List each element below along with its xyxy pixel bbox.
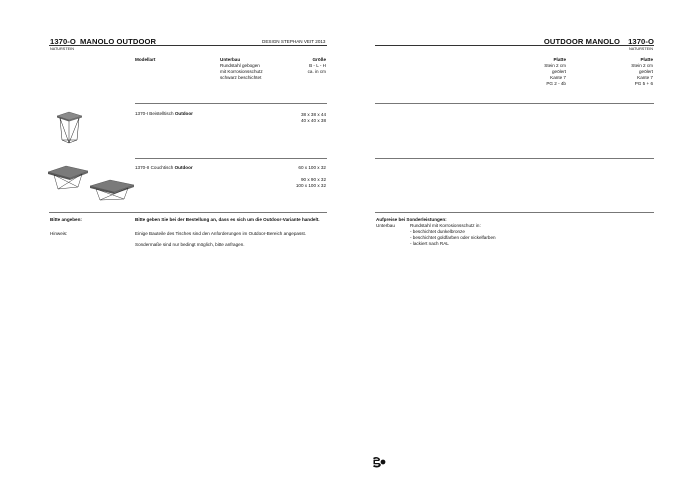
product-code-right: 1370-O	[628, 37, 654, 46]
product-2-size-3: 100 x 100 x 32	[295, 183, 326, 188]
aufpreis-line-4: - lackiert nach RAL	[410, 241, 449, 246]
category-left: NATURSTEIN	[50, 46, 74, 51]
platte-2-line-1: Stein 2 cm	[631, 63, 653, 68]
brand-logo-icon	[372, 456, 386, 468]
aufpreis-line-1: Rundstahl mit Korrosionsschutz in:	[410, 223, 481, 228]
header-rule-left	[49, 45, 327, 46]
size-desc-1: B - L - H	[309, 63, 326, 68]
row-divider-3	[49, 212, 327, 213]
product-code-left: 1370-O	[50, 37, 76, 46]
designer-credit: DESIGN STEPHAN VEIT 2013	[262, 39, 326, 44]
platte-1-line-1: Stein 2 cm	[544, 63, 566, 68]
hinweis-line-2: Sondermaße sind nur bedingt möglich, bitte anfragen.	[135, 242, 245, 247]
row-divider-1	[135, 103, 327, 104]
bitte-label: Bitte angeben:	[50, 217, 82, 222]
product-title-right: OUTDOOR MANOLO	[543, 37, 620, 46]
platte-header-1: Platte	[553, 57, 566, 62]
platte-1-line-2: geölert	[551, 69, 566, 74]
bitte-text: Bitte geben Sie bei der Bestellung an, dass es sich um die Outdoor-Variante handelt.	[135, 217, 320, 222]
row-divider-right-1	[375, 103, 654, 104]
product-1-size-1: 38 x 38 x 44	[300, 112, 326, 117]
row-divider-right-3	[375, 212, 654, 213]
header-modellart: Modellart	[135, 57, 156, 62]
row-divider-right-2	[375, 158, 654, 159]
header-groesse: Größe	[312, 57, 326, 62]
category-right: NATURSTEIN	[629, 46, 653, 51]
product-1-label: 1370-I Beistelltisch	[135, 111, 174, 116]
platte-1-line-3: Kante 7	[550, 75, 566, 80]
product-title-left: MANOLO OUTDOOR	[80, 37, 157, 46]
product-2-label: 1370-II Couchtisch	[135, 165, 174, 170]
product-1-outdoor: Outdoor	[174, 111, 193, 116]
hinweis-line-1: Einige Bauteile des Tisches sind den Anforderungen im Outdoor-Bereich angepasst.	[135, 231, 307, 236]
hinweis-label: Hinweis:	[50, 231, 68, 236]
base-desc-3: schwarz beschichtet	[220, 75, 262, 80]
aufpreis-line-2: - beschichtet dunkelbronze	[410, 229, 465, 234]
platte-2-line-3: Kante 7	[637, 75, 653, 80]
platte-header-2: Platte	[640, 57, 653, 62]
product-2-size-2: 90 x 90 x 32	[300, 177, 326, 182]
unterbau-label: Unterbau	[376, 223, 395, 228]
base-desc-2: mit Korrosionsschutz	[220, 69, 263, 74]
aufpreis-line-3: - beschichtet goldfarben oder nickelfarben	[410, 235, 496, 240]
base-desc-1: Rundstahl gebogen	[220, 63, 260, 68]
product-2-name	[135, 165, 193, 171]
header-unterbau: Unterbau	[220, 57, 241, 62]
platte-2-line-2: geölert	[638, 69, 653, 74]
product-2-size-1: 60 x 100 x 32	[298, 165, 326, 170]
size-desc-2: ca. in cm	[307, 69, 326, 74]
aufpreis-title: Aufpreise bei Sonderleistungen:	[376, 217, 447, 222]
side-table-image	[53, 110, 85, 146]
row-divider-2	[135, 158, 327, 159]
product-1-name	[135, 111, 193, 117]
platte-2-line-4: PG 5 + 6	[634, 81, 653, 86]
product-2-outdoor: Outdoor	[174, 165, 193, 170]
product-1-size-2: 40 x 40 x 38	[300, 118, 326, 123]
coffee-table-image	[44, 163, 140, 203]
platte-1-line-4: PG 2 - 4b	[546, 81, 566, 86]
